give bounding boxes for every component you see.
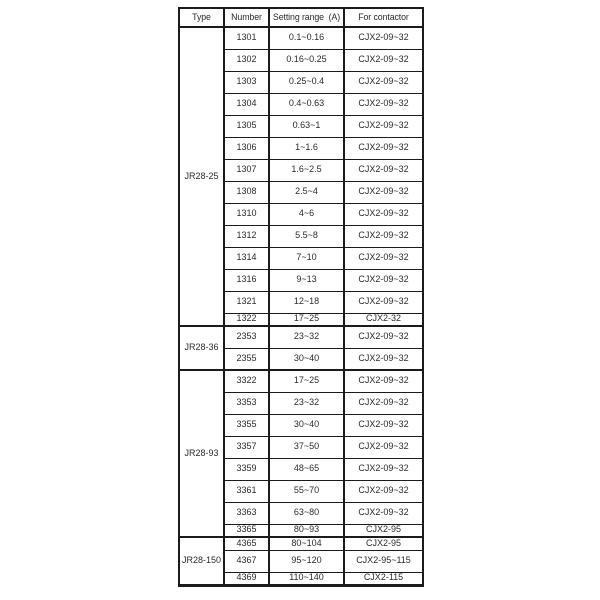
contactor-cell: CJX2-09~32 xyxy=(344,458,423,480)
contactor-cell: CJX2-09~32 xyxy=(344,93,423,115)
number-cell: 1316 xyxy=(224,269,269,291)
setting-range-cell: 80~104 xyxy=(269,537,344,550)
contactor-cell: CJX2-09~32 xyxy=(344,370,423,392)
setting-range-cell: 0.63~1 xyxy=(269,115,344,137)
contactor-cell: CJX2-09~32 xyxy=(344,326,423,348)
col-header-contactor: For contactor xyxy=(344,8,423,27)
number-cell: 3353 xyxy=(224,392,269,414)
contactor-cell: CJX2-32 xyxy=(344,313,423,326)
contactor-cell: CJX2-115 xyxy=(344,572,423,585)
setting-range-cell: 9~13 xyxy=(269,269,344,291)
contactor-cell: CJX2-09~32 xyxy=(344,414,423,436)
col-header-number: Number xyxy=(224,8,269,27)
setting-range-cell: 5.5~8 xyxy=(269,225,344,247)
table-row xyxy=(179,370,423,392)
setting-range-cell: 95~120 xyxy=(269,550,344,572)
number-cell: 2353 xyxy=(224,326,269,348)
type-cell: JR28-25 xyxy=(179,27,224,326)
number-cell: 4367 xyxy=(224,550,269,572)
number-cell: 1310 xyxy=(224,203,269,225)
number-cell: 4365 xyxy=(224,537,269,550)
number-cell: 3355 xyxy=(224,414,269,436)
setting-range-cell: 48~65 xyxy=(269,458,344,480)
type-cell: JR28-150 xyxy=(179,537,224,585)
number-cell: 1303 xyxy=(224,71,269,93)
setting-range-cell: 2.5~4 xyxy=(269,181,344,203)
number-cell: 3359 xyxy=(224,458,269,480)
contactor-cell: CJX2-09~32 xyxy=(344,115,423,137)
setting-range-cell: 1~1.6 xyxy=(269,137,344,159)
number-cell: 3361 xyxy=(224,480,269,502)
setting-range-cell: 37~50 xyxy=(269,436,344,458)
setting-range-cell: 7~10 xyxy=(269,247,344,269)
table-row xyxy=(179,27,423,49)
number-cell: 1321 xyxy=(224,291,269,313)
contactor-cell: CJX2-09~32 xyxy=(344,181,423,203)
contactor-cell: CJX2-95 xyxy=(344,537,423,550)
number-cell: 1314 xyxy=(224,247,269,269)
setting-range-cell: 30~40 xyxy=(269,348,344,370)
contactor-cell: CJX2-09~32 xyxy=(344,203,423,225)
number-cell: 4369 xyxy=(224,572,269,585)
contactor-cell: CJX2-09~32 xyxy=(344,291,423,313)
setting-range-cell: 0.16~0.25 xyxy=(269,49,344,71)
setting-range-cell: 0.25~0.4 xyxy=(269,71,344,93)
contactor-cell: CJX2-95~115 xyxy=(344,550,423,572)
contactor-cell: CJX2-09~32 xyxy=(344,436,423,458)
col-header-type: Type xyxy=(179,8,224,27)
contactor-cell: CJX2-09~32 xyxy=(344,269,423,291)
number-cell: 3363 xyxy=(224,502,269,524)
table-row xyxy=(179,537,423,550)
contactor-cell: CJX2-09~32 xyxy=(344,392,423,414)
setting-range-cell: 23~32 xyxy=(269,392,344,414)
setting-range-cell: 0.1~0.16 xyxy=(269,27,344,49)
contactor-cell: CJX2-09~32 xyxy=(344,71,423,93)
setting-range-cell: 55~70 xyxy=(269,480,344,502)
number-cell: 1322 xyxy=(224,313,269,326)
setting-range-cell: 30~40 xyxy=(269,414,344,436)
table-row xyxy=(179,326,423,348)
number-cell: 3322 xyxy=(224,370,269,392)
number-cell: 1304 xyxy=(224,93,269,115)
table-body xyxy=(179,27,423,585)
number-cell: 1306 xyxy=(224,137,269,159)
setting-range-cell: 17~25 xyxy=(269,370,344,392)
type-cell: JR28-93 xyxy=(179,370,224,537)
contactor-cell: CJX2-09~32 xyxy=(344,49,423,71)
number-cell: 1312 xyxy=(224,225,269,247)
number-cell: 1302 xyxy=(224,49,269,71)
number-cell: 1301 xyxy=(224,27,269,49)
contactor-cell: CJX2-09~32 xyxy=(344,502,423,524)
setting-range-cell: 17~25 xyxy=(269,313,344,326)
setting-range-cell: 12~18 xyxy=(269,291,344,313)
number-cell: 3357 xyxy=(224,436,269,458)
contactor-cell: CJX2-95 xyxy=(344,524,423,537)
setting-range-cell: 0.4~0.63 xyxy=(269,93,344,115)
number-cell: 2355 xyxy=(224,348,269,370)
contactor-cell: CJX2-09~32 xyxy=(344,225,423,247)
type-cell: JR28-36 xyxy=(179,326,224,370)
number-cell: 1305 xyxy=(224,115,269,137)
header-row xyxy=(179,8,423,27)
col-header-setting-range: Setting range (A) xyxy=(269,8,344,27)
contactor-cell: CJX2-09~32 xyxy=(344,27,423,49)
number-cell: 1307 xyxy=(224,159,269,181)
setting-range-cell: 23~32 xyxy=(269,326,344,348)
number-cell: 1308 xyxy=(224,181,269,203)
contactor-cell: CJX2-09~32 xyxy=(344,159,423,181)
relay-contactor-spec-table xyxy=(178,7,424,587)
contactor-cell: CJX2-09~32 xyxy=(344,137,423,159)
number-cell: 3365 xyxy=(224,524,269,537)
setting-range-cell: 63~80 xyxy=(269,502,344,524)
contactor-cell: CJX2-09~32 xyxy=(344,247,423,269)
setting-range-cell: 80~93 xyxy=(269,524,344,537)
setting-range-cell: 4~6 xyxy=(269,203,344,225)
setting-range-cell: 1.6~2.5 xyxy=(269,159,344,181)
setting-range-cell: 110~140 xyxy=(269,572,344,585)
contactor-cell: CJX2-09~32 xyxy=(344,480,423,502)
contactor-cell: CJX2-09~32 xyxy=(344,348,423,370)
